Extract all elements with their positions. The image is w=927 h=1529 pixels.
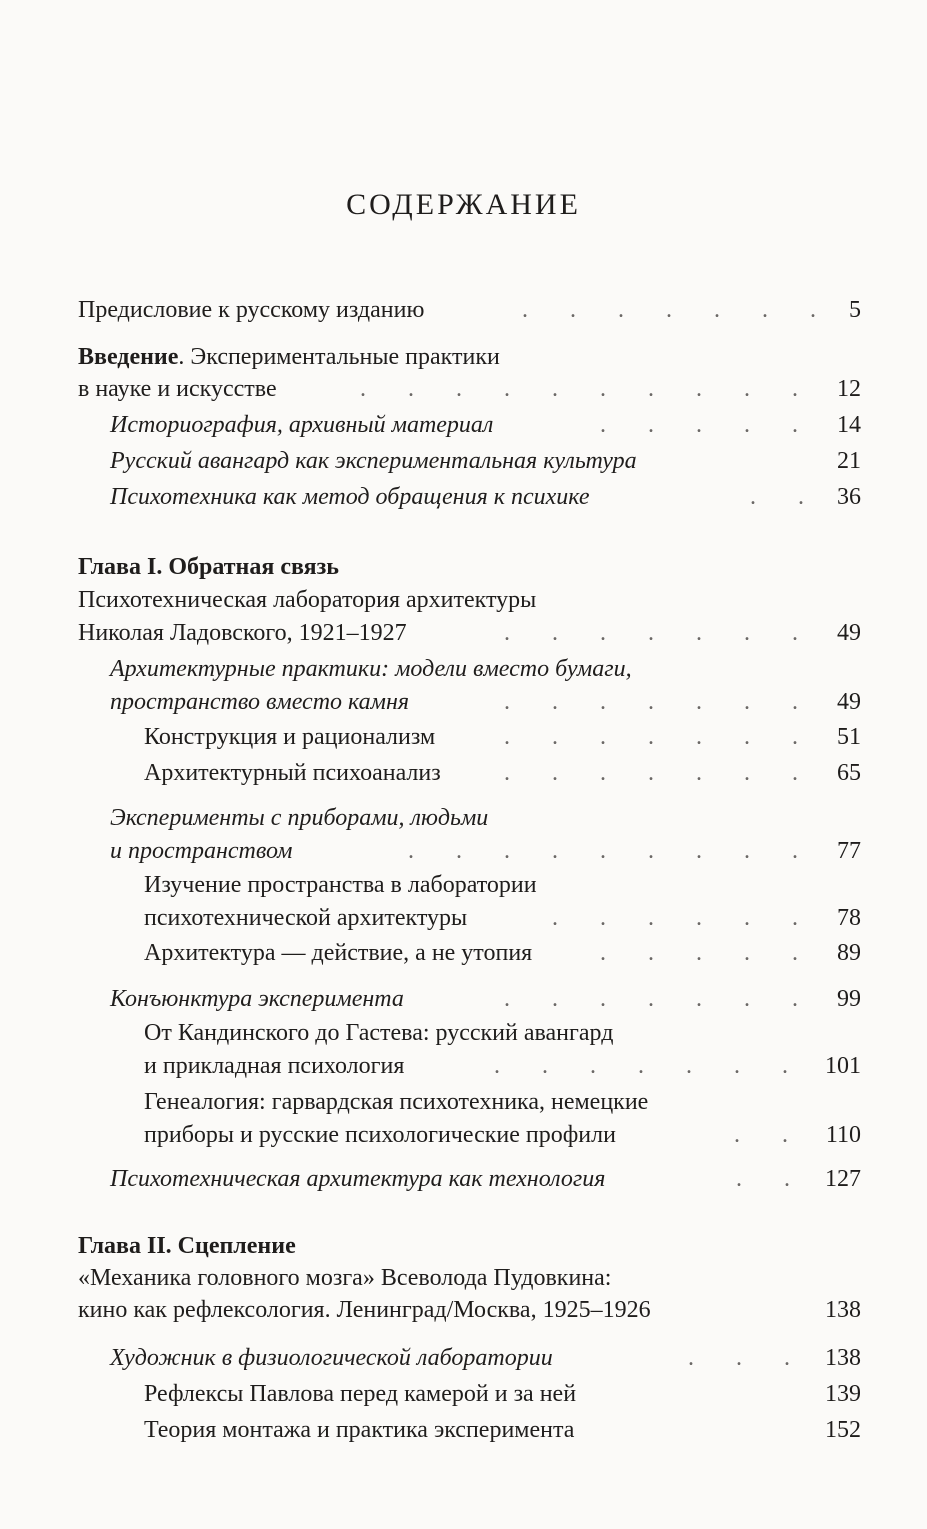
toc-entry-text: приборы и русские психологические профили bbox=[144, 1122, 616, 1148]
toc-entry bbox=[0, 756, 927, 790]
toc-entry-text: пространство вместо камня bbox=[110, 689, 410, 715]
leader-dots: . . . . . . bbox=[552, 905, 810, 931]
toc-page-number: 14 bbox=[837, 412, 861, 438]
toc-page-number: 101 bbox=[825, 1053, 861, 1079]
toc-page-number: 49 bbox=[837, 689, 861, 715]
toc-entry-cont bbox=[0, 1118, 927, 1152]
toc-entry-cont bbox=[0, 1049, 927, 1083]
toc-entry-text: Теория монтажа и практика эксперимента bbox=[144, 1417, 575, 1443]
toc-entry-text bbox=[78, 340, 500, 374]
toc-entry bbox=[0, 408, 927, 442]
toc-entry-text: кино как рефлексология. Ленинград/Москва, 1925–1926 bbox=[78, 1297, 651, 1323]
leader-dots: . . bbox=[750, 484, 816, 510]
toc-entry bbox=[0, 868, 927, 902]
toc-entry-text: Генеалогия: гарвардская психотехника, немецкие bbox=[144, 1089, 649, 1115]
toc-entry bbox=[0, 1085, 927, 1119]
toc-entry bbox=[0, 480, 927, 514]
toc-page-number: 152 bbox=[825, 1417, 861, 1443]
toc-entry-text: Конъюнктура эксперимента bbox=[110, 986, 404, 1012]
toc-entry bbox=[0, 1162, 927, 1196]
toc-page-number: 110 bbox=[825, 1122, 861, 1148]
toc-entry-text: Изучение пространства в лаборатории bbox=[144, 872, 537, 898]
leader-dots: . . . . . bbox=[600, 412, 810, 438]
toc-entry-cont bbox=[0, 901, 927, 935]
toc-entry bbox=[0, 936, 927, 970]
leader-dots: . . bbox=[736, 1166, 802, 1192]
toc-page-number: 36 bbox=[837, 484, 861, 510]
toc-entry-text: Историография, архивный материал bbox=[110, 412, 494, 438]
toc-page-number: 5 bbox=[849, 297, 861, 323]
leader-dots: . . . . . . . . . bbox=[408, 838, 810, 864]
toc-entry-cont bbox=[0, 685, 927, 719]
toc-entry-introduction-cont bbox=[0, 372, 927, 406]
toc-entry-text: Эксперименты с приборами, людьми bbox=[110, 805, 489, 831]
toc-page-number: 12 bbox=[837, 376, 861, 402]
chapter-title: Глава II. Сцепление bbox=[78, 1233, 296, 1259]
toc-entry-text: и прикладная психология bbox=[144, 1053, 405, 1079]
toc-entry bbox=[0, 583, 927, 617]
toc-entry-text: Николая Ладовского, 1921–1927 bbox=[78, 620, 407, 646]
leader-dots: . . . . . . . bbox=[504, 986, 810, 1012]
toc-entry bbox=[0, 982, 927, 1016]
toc-entry-text: Архитектурные практики: модели вместо бумаги, bbox=[110, 656, 632, 682]
toc-entry-bold-label: Введение bbox=[78, 344, 179, 370]
toc-entry-text-rest: . Экспериментальные практики bbox=[178, 344, 500, 370]
toc-page-number: 138 bbox=[825, 1345, 861, 1371]
toc-entry-cont bbox=[0, 834, 927, 868]
toc-entry-text: Архитектурный психоанализ bbox=[144, 760, 441, 786]
toc-page-number: 139 bbox=[825, 1381, 861, 1407]
toc-entry-text: Предисловие к русскому изданию bbox=[78, 297, 425, 323]
chapter-2-heading bbox=[0, 1229, 927, 1263]
toc-page-number: 21 bbox=[837, 448, 861, 474]
toc-entry-text: Художник в физиологической лаборатории bbox=[110, 1345, 553, 1371]
toc-entry bbox=[0, 652, 927, 686]
toc-entry-text: Конструкция и рационализм bbox=[144, 724, 436, 750]
toc-entry bbox=[0, 1341, 927, 1375]
toc-entry bbox=[0, 1377, 927, 1411]
toc-entry-text: Психотехническая лаборатория архитектуры bbox=[78, 587, 537, 613]
toc-page-number: 127 bbox=[825, 1166, 861, 1192]
toc-entry-text: «Механика головного мозга» Всеволода Пудовкина: bbox=[78, 1265, 612, 1291]
toc-entry-text: Архитектура — действие, а не утопия bbox=[144, 940, 533, 966]
toc-page-number: 89 bbox=[837, 940, 861, 966]
toc-entry-text: и пространством bbox=[110, 838, 293, 864]
leader-dots: . . . . . . . bbox=[504, 724, 810, 750]
leader-dots: . . . . . . . bbox=[504, 620, 810, 646]
toc-entry-preface bbox=[0, 293, 927, 327]
toc-entry-text: От Кандинского до Гастева: русский авангард bbox=[144, 1020, 614, 1046]
toc-entry-text: Русский авангард как экспериментальная культура bbox=[110, 448, 637, 474]
leader-dots: . . . . . . . bbox=[494, 1053, 800, 1079]
toc-entry-introduction bbox=[0, 340, 927, 374]
toc-entry-text: в науке и искусстве bbox=[78, 376, 277, 402]
leader-dots: . . . . . . . bbox=[522, 297, 840, 323]
toc-entry-text: Рефлексы Павлова перед камерой и за ней bbox=[144, 1381, 577, 1407]
chapter-1-heading bbox=[0, 550, 927, 584]
toc-page-number: 65 bbox=[837, 760, 861, 786]
toc-entry-text: Психотехническая архитектура как технология bbox=[110, 1166, 606, 1192]
toc-page-number: 51 bbox=[837, 724, 861, 750]
toc-entry bbox=[0, 801, 927, 835]
toc-entry-cont bbox=[0, 616, 927, 650]
leader-dots: . . . bbox=[688, 1345, 802, 1371]
toc-entry bbox=[0, 1413, 927, 1447]
toc-entry bbox=[0, 720, 927, 754]
toc-entry bbox=[0, 1261, 927, 1295]
toc-entry-cont bbox=[0, 1293, 927, 1327]
leader-dots: . . . . . . . . . . bbox=[360, 376, 810, 402]
toc-entry bbox=[0, 1016, 927, 1050]
toc-page-number: 49 bbox=[837, 620, 861, 646]
toc-page-number: 138 bbox=[825, 1297, 861, 1323]
toc-entry-text: психотехнической архитектуры bbox=[144, 905, 468, 931]
chapter-title: Глава I. Обратная связь bbox=[78, 554, 339, 580]
toc-entry bbox=[0, 444, 927, 478]
toc-entry-text: Психотехника как метод обращения к психике bbox=[110, 484, 590, 510]
leader-dots: . . . . . . . bbox=[504, 689, 810, 715]
toc-title: СОДЕРЖАНИЕ bbox=[346, 188, 581, 221]
leader-dots: . . bbox=[734, 1122, 800, 1148]
leader-dots: . . . . . . . bbox=[504, 760, 810, 786]
toc-page-number: 99 bbox=[837, 986, 861, 1012]
leader-dots: . . . . . bbox=[600, 940, 810, 966]
toc-page-number: 77 bbox=[837, 838, 861, 864]
toc-page-number: 78 bbox=[837, 905, 861, 931]
